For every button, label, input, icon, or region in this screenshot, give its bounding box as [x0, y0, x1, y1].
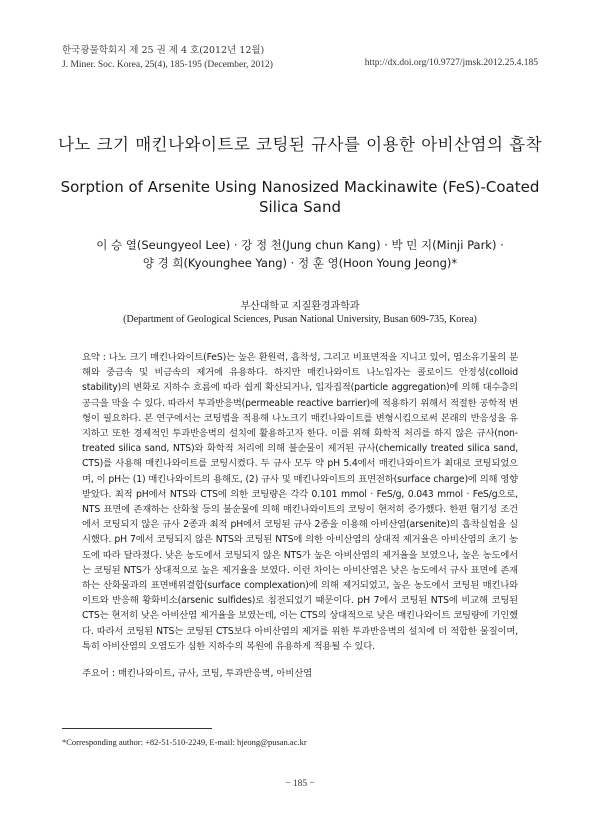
author-line-2: 양 경 희(Kyounghee Yang) · 정 훈 영(Hoon Young Jeong)*: [142, 256, 458, 270]
abstract-text: 나노 크기 매킨나와이트(FeS)는 높은 환원력, 흡착성, 그리고 비표면적을 지니고 있어, 염소유기물의 분해와 중금속 및 비금속의 제거에 유용하다. 하지만 매킨나와이트 나노입자는 콜로이드 안정성(colloid stability)의 변화로 지하수 흐름에 따라 쉽게 확산되거나, 입자집적(particle aggregation)에 의해 대수층의 공극을 막을 수 있다. 따라서 투과반응벽(permeable reactive barrier)에 적용하기 위해서 적절한 공학적 변형이 필요하다. 본 연구에서는 코팅법을 적용해 나노크기 매킨나와이트를 변형시킴으로써 본래의 반응성을 유지하고 또한 경제적인 투과반응벽의 설치에 활용하고자 한다. 이를 위해 화학적 처리를 하지 않은 규사(non-treated silica sand, NTS)와 화학적 처리에 의해 불순물이 제거된 규사(chemically treated silica sand, CTS)를 사용해 매킨나와이트를 코팅시켰다. 두 규사 모두 약 pH 5.4에서 매킨나와이트가 최대로 코팅되었으며, 이 pH는 (1) 매킨나와이트의 용해도, (2) 규사 및 매킨나와이트의 표면전하(surface charge)에 의해 영향받았다. 최적 pH에서 NTS와 CTS에 의한 코팅량은 각각 0.101 mmol · FeS/g, 0.043 mmol · FeS/g으로, NTS 표면에 존재하는 산화철 등의 불순물에 의해 매킨나와이트의 코팅이 현저히 증가했다. 한편 혐기성 조건에서 코팅되지 않은 규사 2종과 최적 pH에서 코팅된 규사 2종을 이용해 아비산염(arsenite)의 흡착실험을 실시했다. pH 7에서 코팅되지 않은 NTS와 코팅된 NTS에 의한 아비산염의 상대적 제거율은 아비산염의 초기 농도에 따라 달라졌다. 낮은 농도에서 코팅되지 않은 NTS가 높은 아비산염의 제거율을 보였으나, 높은 농도에서는 코팅된 NTS가 상대적으로 높은 제거율을 보였다. 이런 차이는 아비산염은 낮은 농도에서 규사 표면에 존재하는 산화물과의 표면배위결합(surface complexation)에 의해 제거되었고, 높은 농도에서 코팅된 매킨나와이트와 반응해 황화비소(arsenic sulfides)로 침전되었기 때문이다. pH 7에서 코팅된 NTS에 비교해 코팅된 CTS는 현저히 낮은 아비산염 제거율을 보였는데, 이는 CTS의 상대적으로 낮은 매킨나와이트 코팅량에 기인했다. 따라서 코팅된 NTS는 코팅된 CTS보다 아비산염의 제거를 위한 투과반응벽의 설치에 더 적합한 물질이며, 특히 아비산염의 오염도가 심한 지하수의 복원에 유용하게 적용될 수 있다.: [82, 352, 518, 652]
journal-header: [62, 44, 273, 72]
corresponding-author-footnote: *Corresponding author: +82-51-510-2249, E-mail: hjeong@pusan.ac.kr: [62, 737, 307, 747]
author-list: [40, 236, 560, 272]
affiliation-english: (Department of Geological Sciences, Pusan National University, Busan 609-735, Korea): [123, 314, 477, 325]
page-number: − 185 −: [285, 779, 315, 789]
footnote-divider: [62, 728, 212, 729]
journal-name-korean: 한국광물학회지 제 25 권 제 4 호(2012년 12월): [62, 45, 265, 56]
doi-link[interactable]: http://dx.doi.org/10.9727/jmsk.2012.25.4.185: [364, 58, 538, 68]
keywords: [82, 665, 518, 679]
abstract-label: 요약 :: [82, 352, 106, 363]
keywords-label: 주요어 :: [82, 668, 116, 679]
abstract: [82, 350, 518, 654]
affiliation-korean: 부산대학교 지질환경과학과: [240, 301, 360, 312]
keywords-text: 매킨나와이트, 규사, 코팅, 투과반응벽, 아비산염: [118, 668, 313, 679]
title-korean: 나노 크기 매킨나와이트로 코팅된 규사를 이용한 아비산염의 흡착: [57, 135, 543, 154]
journal-citation: J. Miner. Soc. Korea, 25(4), 185-195 (December, 2012): [62, 60, 273, 70]
author-line-1: 이 승 열(Seungyeol Lee) · 강 정 천(Jung chun Kang) · 박 민 지(Minji Park) ·: [96, 238, 504, 252]
title-english: Sorption of Arsenite Using Nanosized Mackinawite (FeS)-Coated Silica Sand: [60, 178, 540, 216]
